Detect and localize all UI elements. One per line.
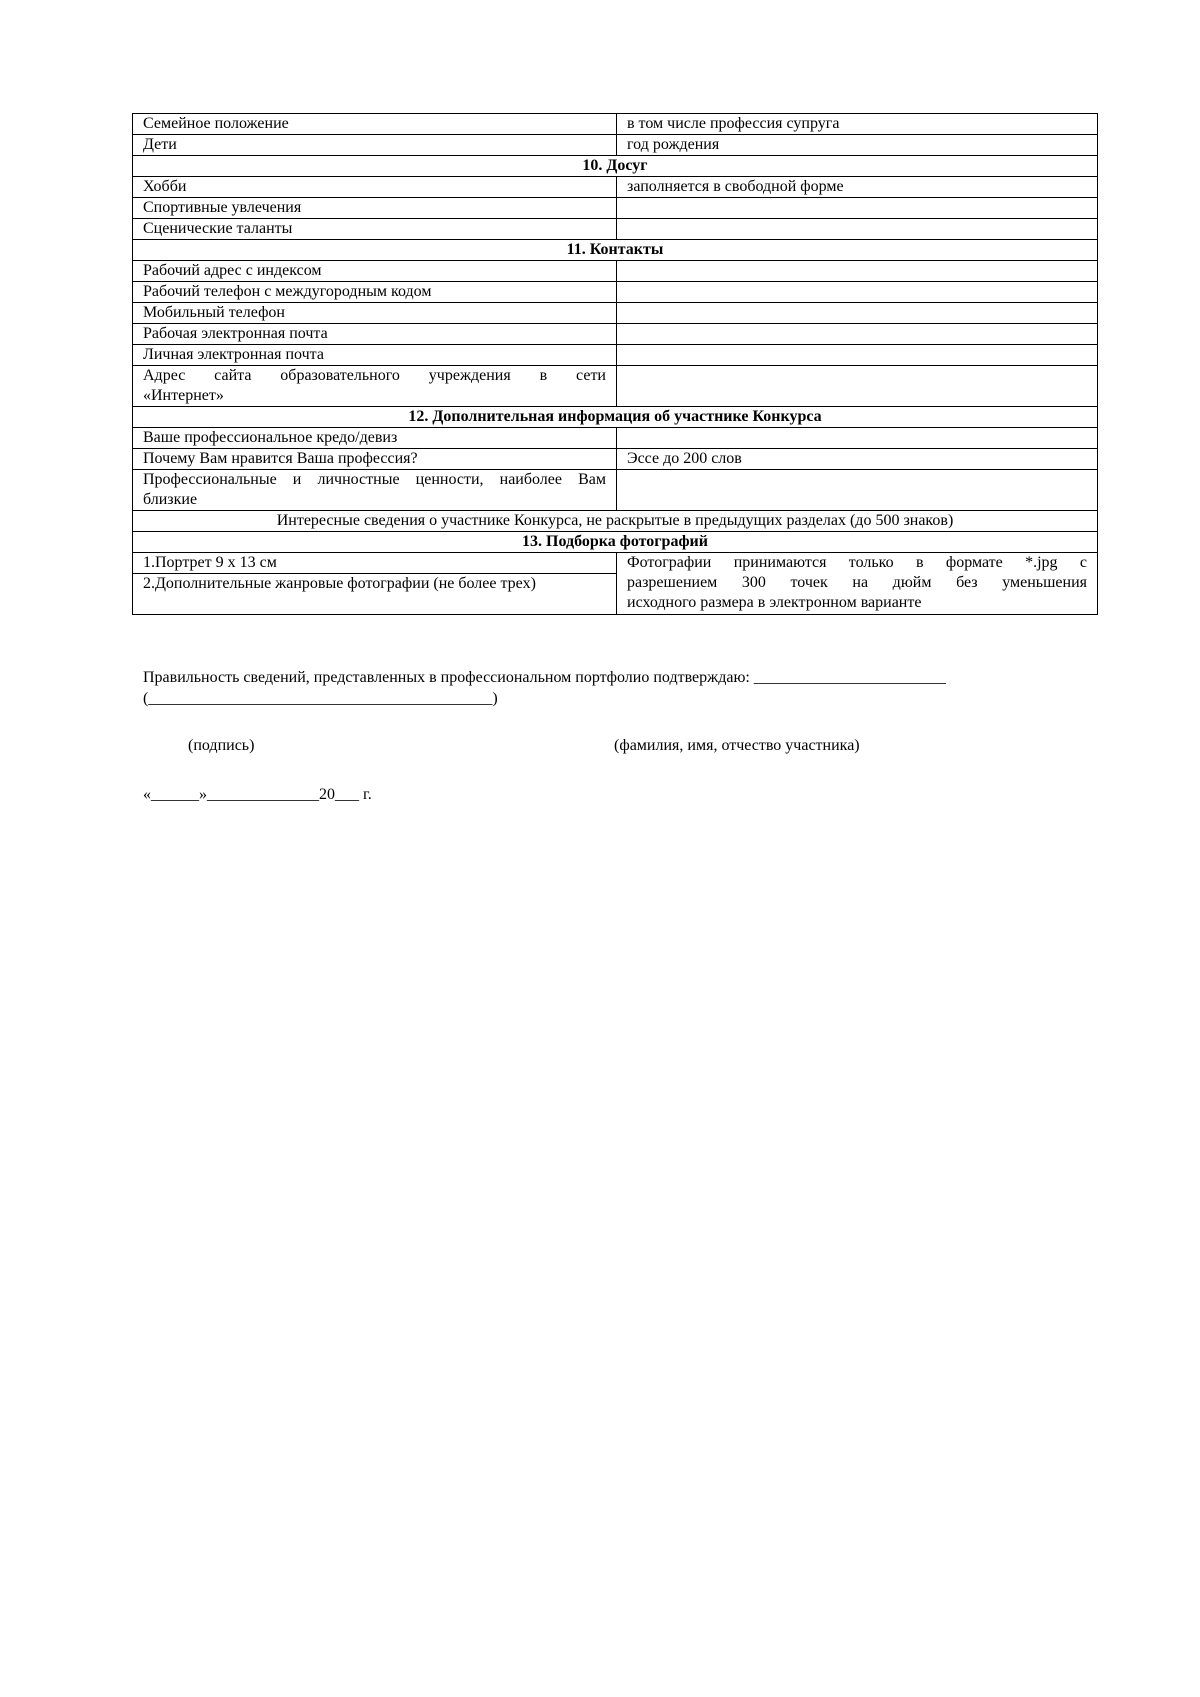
cell-value [617,198,1098,219]
cell-value [617,282,1098,303]
table-row [133,449,1098,470]
table-row [133,366,1098,407]
table-row [133,261,1098,282]
cell-label-website [133,366,617,407]
section-11-title: 11. Контакты [133,240,1098,261]
cell-label: Рабочий телефон с междугородным кодом [133,282,617,303]
signature-label: (подпись) [188,737,255,754]
date-line: «______»______________20___ г. [143,786,372,803]
photo-note-line1: Фотографии принимаются только в формате *.jpg с [627,554,1087,571]
photo-note-cell [617,553,1098,615]
cell-label: Личная электронная почта [133,345,617,366]
cell-value: год рождения [617,135,1098,156]
table-row [133,114,1098,135]
confirmation-text [143,667,1093,709]
cell-value [617,470,1098,511]
cell-value [617,345,1098,366]
cell-value [617,261,1098,282]
cell-label: Рабочий адрес с индексом [133,261,617,282]
table-row [133,177,1098,198]
cell-label: 2.Дополнительные жанровые фотографии (не более трех) [133,574,617,615]
cell-value [617,428,1098,449]
cell-value [617,303,1098,324]
section-header-row [133,240,1098,261]
table-row [133,303,1098,324]
section-12-title: 12. Дополнительная информация об участнике Конкурса [133,407,1098,428]
cell-label: Семейное положение [133,114,617,135]
table-row [133,282,1098,303]
table-row [133,324,1098,345]
cell-value [617,324,1098,345]
table-row [133,511,1098,532]
values-label-line2: близкие [143,491,198,508]
cell-label: Спортивные увлечения [133,198,617,219]
cell-label: 1.Портрет 9 х 13 см [133,553,617,574]
interesting-info-cell: Интересные сведения о участнике Конкурса, не раскрытые в предыдущих разделах (до 500 знаков) [133,511,1098,532]
table-row [133,553,1098,574]
cell-value: заполняется в свободной форме [617,177,1098,198]
section-header-row [133,532,1098,553]
cell-value: Эссе до 200 слов [617,449,1098,470]
values-label-line1: Профессиональные и личностные ценности, наиболее Вам [143,471,606,488]
cell-label: Дети [133,135,617,156]
table-row [133,219,1098,240]
website-label-line1: Адрес сайта образовательного учреждения в сети [143,367,606,384]
website-label-line2: «Интернет» [143,387,224,404]
photo-note-line2: разрешением 300 точек на дюйм без уменьшения [627,574,1087,591]
section-header-row [133,407,1098,428]
table-row [133,345,1098,366]
cell-label: Почему Вам нравится Ваша профессия? [133,449,617,470]
confirmation-line2: (___________________________________________) [143,690,498,707]
cell-value: в том числе профессия супруга [617,114,1098,135]
section-10-title: 10. Досуг [133,156,1098,177]
table-row [133,198,1098,219]
cell-value [617,366,1098,407]
table-row [133,135,1098,156]
portfolio-form-table [132,113,1098,615]
cell-label: Хобби [133,177,617,198]
photo-note-line3: исходного размера в электронном варианте [627,594,922,611]
name-label: (фамилия, имя, отчество участника) [614,737,860,754]
cell-label: Мобильный телефон [133,303,617,324]
cell-label: Рабочая электронная почта [133,324,617,345]
confirmation-line1: Правильность сведений, представленных в профессиональном портфолио подтверждаю: ________________________ [143,669,946,686]
section-header-row [133,156,1098,177]
cell-label: Ваше профессиональное кредо/девиз [133,428,617,449]
section-13-title: 13. Подборка фотографий [133,532,1098,553]
cell-label: Сценические таланты [133,219,617,240]
table-row [133,470,1098,511]
cell-label-values [133,470,617,511]
table-row [133,428,1098,449]
cell-value [617,219,1098,240]
